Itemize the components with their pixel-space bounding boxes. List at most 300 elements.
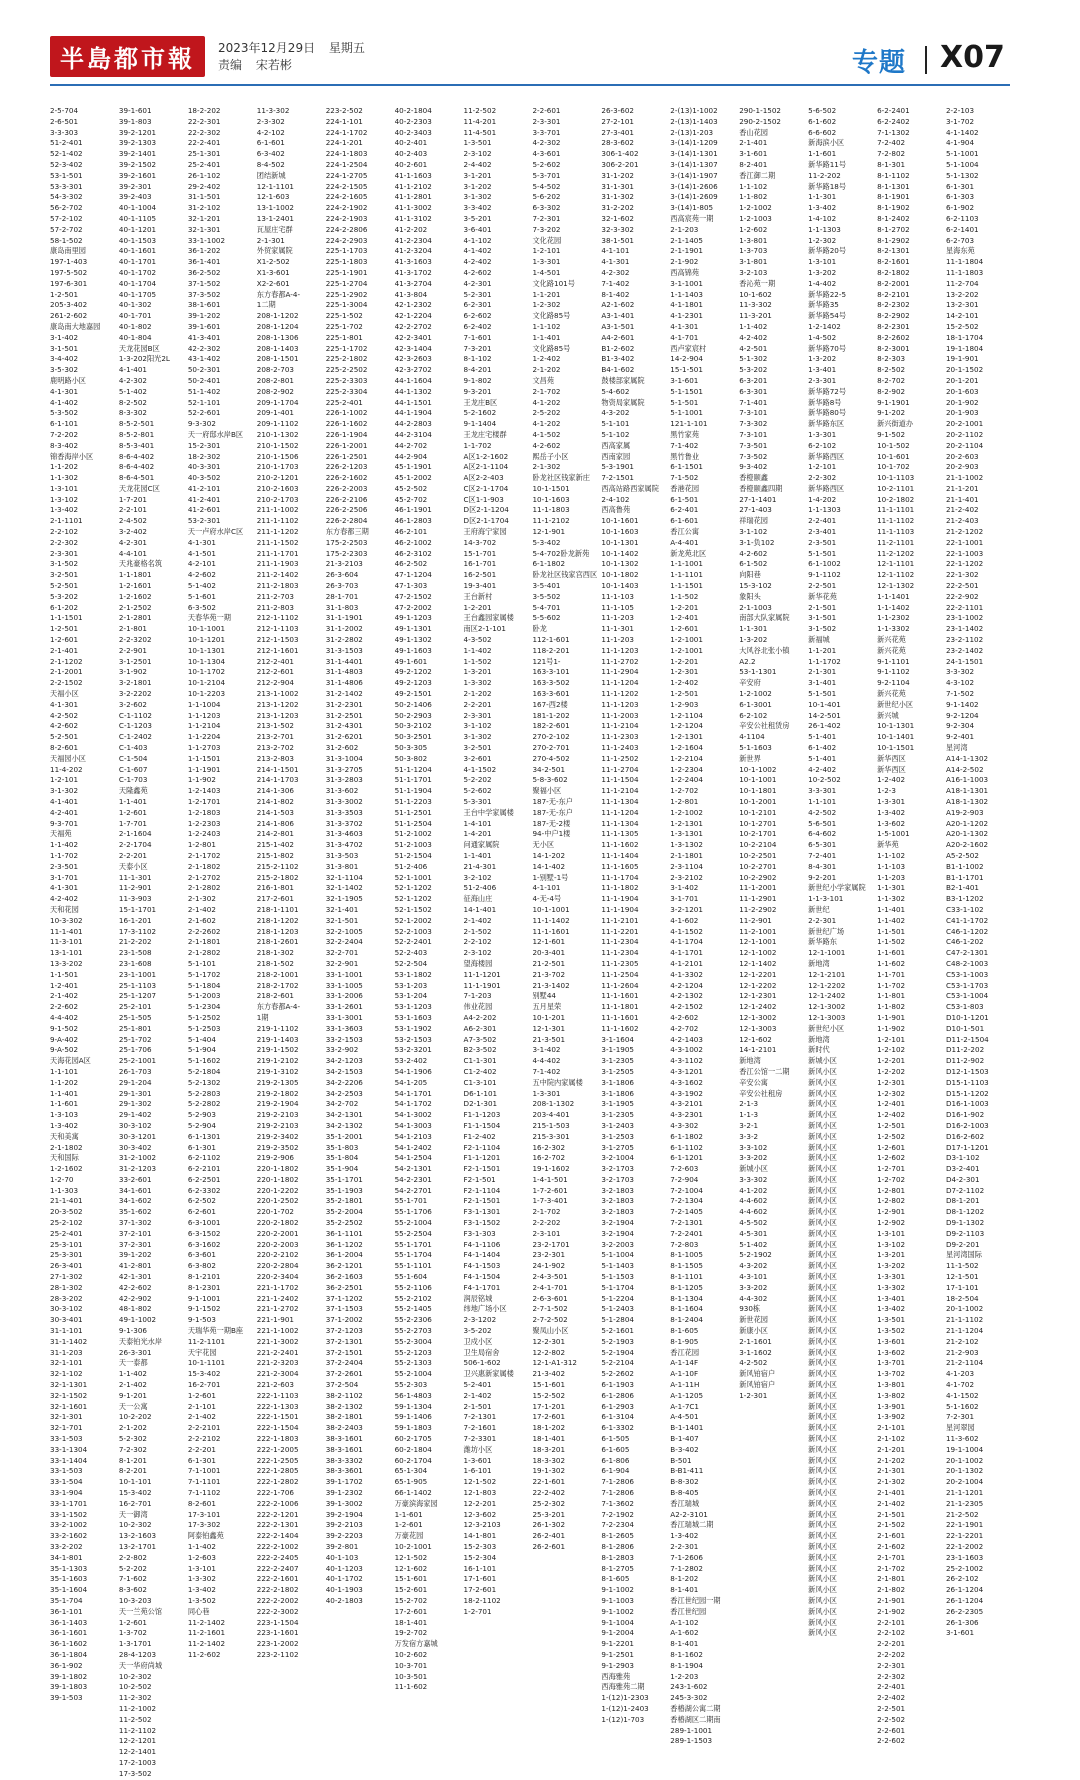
listing-entry: 39-1-2302 bbox=[325, 1488, 363, 1497]
listing-entry: 31-3-1004 bbox=[325, 753, 363, 763]
listing-entry: 2-2-102 bbox=[877, 1628, 906, 1638]
listing-entry: 243-1-602 bbox=[670, 1682, 708, 1692]
listing-entry: 211-1-1903 bbox=[256, 559, 299, 569]
listing-entry: 226-2-2003 bbox=[325, 483, 368, 493]
listing-entry: 245-3-302 bbox=[670, 1693, 708, 1703]
listing-entry: 44-2-3104 bbox=[394, 429, 432, 439]
page-number: X07 bbox=[940, 40, 1005, 75]
listing-entry: 163-3-502 bbox=[532, 678, 570, 688]
listing-entry: 33-1-3603 bbox=[325, 1023, 363, 1033]
listing-entry: D11-2-902 bbox=[945, 1056, 985, 1066]
listing-entry: 新兴花苑 bbox=[877, 689, 906, 699]
listing-entry: 3-3-2 bbox=[739, 1131, 759, 1141]
listing-entry: 17-2-601 bbox=[463, 1585, 497, 1595]
listing-entry: 4-5-301 bbox=[739, 1228, 768, 1238]
listing-entry: 36-2-502 bbox=[187, 267, 221, 277]
listing-entry: 55-2-1405 bbox=[394, 1304, 432, 1314]
listing-entry: 1-1-1501 bbox=[670, 581, 703, 591]
listing-entry: 35-1-804 bbox=[325, 1153, 359, 1163]
listing-entry: 黑竹家苑 bbox=[670, 429, 700, 439]
listing-entry: 32-2-2404 bbox=[325, 937, 363, 947]
listing-entry: 38-2-2403 bbox=[325, 1423, 363, 1433]
listing-entry: 团结新城 bbox=[256, 170, 286, 180]
listing-entry: 15-2-502 bbox=[532, 1390, 566, 1400]
listing-entry: 10-2-2501 bbox=[739, 850, 777, 860]
listing-entry: 8-2-3001 bbox=[877, 343, 910, 353]
listing-entry: 5-1-1702 bbox=[187, 969, 221, 979]
listing-entry: 8-1-402 bbox=[601, 289, 630, 299]
listing-entry: 222-1-1803 bbox=[256, 1434, 299, 1444]
listing-entry: 11-3-903 bbox=[118, 894, 152, 904]
listing-entry: 24-1-902 bbox=[532, 1261, 566, 1271]
listing-entry: 5-2-903 bbox=[187, 1110, 216, 1120]
listing-entry: 新风小区 bbox=[808, 1541, 837, 1551]
listing-entry: 11-1-2504 bbox=[601, 969, 639, 979]
listing-entry: A18-1-1302 bbox=[945, 797, 989, 806]
listing-entry: 2-1-301 bbox=[877, 1466, 906, 1476]
listing-entry: 211-1-1202 bbox=[256, 527, 299, 537]
listing-entry: 新华路70号 bbox=[808, 343, 847, 353]
listing-entry: 26-1-402 bbox=[808, 721, 841, 731]
listing-entry: A7-3-502 bbox=[463, 1034, 497, 1044]
listing-entry: 23-1-1001 bbox=[118, 969, 157, 979]
listing-entry: 6-1-2806 bbox=[601, 1390, 634, 1400]
listing-entry: 1-1-501 bbox=[877, 926, 906, 936]
listing-entry: 12-1-1001 bbox=[808, 948, 846, 958]
listing-entry: 31-2-1002 bbox=[118, 1153, 157, 1163]
listing-entry: 1-2-401 bbox=[50, 980, 79, 990]
listing-entry: 13-3-202 bbox=[50, 958, 83, 968]
listing-entry: 8-1-2404 bbox=[670, 1315, 703, 1325]
listing-entry: 6-2-301 bbox=[463, 300, 492, 310]
listing-entry: 19-2-702 bbox=[394, 1628, 428, 1638]
listing-entry: 3-3-701 bbox=[532, 127, 561, 137]
listing-entry: 226-2-2804 bbox=[325, 516, 368, 526]
listing-entry: 210-2-1703 bbox=[256, 494, 299, 504]
listing-entry: D15-1-1202 bbox=[945, 1088, 989, 1098]
listing-entry: 1-3-102 bbox=[50, 494, 79, 504]
listing-entry: 4-2-402 bbox=[808, 764, 837, 774]
listing-entry: 9-1-502 bbox=[50, 1023, 79, 1033]
listing-entry: 210-2-1603 bbox=[256, 483, 299, 493]
listing-entry: 2-4-3-501 bbox=[532, 1272, 568, 1282]
listing-entry: 51-1-1904 bbox=[394, 786, 432, 796]
listing-entry: 31-1-803 bbox=[325, 602, 359, 612]
listing-entry: 32-1-501 bbox=[325, 915, 359, 925]
listing-entry: 18-3-201 bbox=[532, 1444, 566, 1454]
listing-entry: 香江公馆一二期 bbox=[739, 1066, 790, 1076]
listing-entry: 7-1-2806 bbox=[601, 1477, 634, 1487]
listing-entry: 33-2-1002 bbox=[50, 1520, 88, 1530]
listing-entry: 8-1-1005 bbox=[670, 1250, 703, 1260]
listing-entry: 22-1-601 bbox=[532, 1477, 566, 1487]
listing-entry: 新华路22-5 bbox=[808, 289, 847, 299]
listing-entry: 3-1-1604 bbox=[601, 1034, 634, 1044]
listing-entry: 12-1-1302 bbox=[877, 581, 915, 591]
listing-entry: 221-2-3203 bbox=[256, 1358, 299, 1368]
listing-entry: 新风小区 bbox=[808, 1628, 837, 1638]
listing-entry: 32-2-1005 bbox=[325, 926, 363, 936]
listing-entry: 38-2-1302 bbox=[325, 1401, 363, 1411]
listing-entry: 8-2-2101 bbox=[877, 289, 910, 299]
listing-entry: 2-1-802 bbox=[877, 1585, 906, 1595]
listing-entry: A区1-2-1602 bbox=[463, 451, 509, 461]
listing-entry: 17-1-201 bbox=[532, 1401, 566, 1411]
listing-entry: 222-1-1303 bbox=[256, 1401, 299, 1411]
listing-entry: 14-2-501 bbox=[808, 710, 841, 720]
listing-entry: 163-3-101 bbox=[532, 667, 570, 677]
listing-entry: 3-3-402 bbox=[463, 203, 492, 213]
listing-entry: 224-2-1903 bbox=[325, 213, 368, 223]
listing-entry: 36-1-1602 bbox=[50, 1639, 88, 1649]
listing-entry: 2-1-1601 bbox=[739, 1336, 772, 1346]
listing-entry: 3-1-302 bbox=[50, 786, 79, 796]
listing-entry: 9-2-201 bbox=[808, 872, 837, 882]
listing-entry: 天春华苑一期 bbox=[187, 613, 231, 623]
listing-entry: 5-1-2502 bbox=[187, 1012, 221, 1022]
listing-entry: 44-1-1501 bbox=[394, 397, 432, 407]
listing-entry: 7-3-101 bbox=[739, 429, 768, 439]
listing-entry: 32-2-701 bbox=[325, 948, 359, 958]
listing-entry: 10-1-502 bbox=[877, 440, 910, 450]
listing-entry: 天一府邸水岸B区 bbox=[187, 429, 244, 439]
listing-entry: 65-1-905 bbox=[394, 1477, 428, 1487]
listing-entry: 8-2-2001 bbox=[877, 278, 910, 288]
listing-entry: 21-2-903 bbox=[945, 1347, 979, 1357]
listing-entry: 5-2-904 bbox=[187, 1120, 216, 1130]
listing-entry: 11-4-201 bbox=[463, 116, 497, 126]
listing-entry: 1-1-501 bbox=[50, 969, 79, 979]
listing-entry: 4-1-701 bbox=[670, 332, 699, 342]
listing-entry: 35-1-1701 bbox=[325, 1174, 363, 1184]
listing-entry: 7-3-502 bbox=[739, 451, 768, 461]
listing-entry: 41-1-2102 bbox=[394, 181, 432, 191]
listing-entry: 新风小区 bbox=[808, 1218, 837, 1228]
listing-entry: 10-1-1802 bbox=[601, 570, 639, 580]
listing-entry: 2-1-702 bbox=[532, 386, 561, 396]
listing-entry: D区2-1-1204 bbox=[463, 505, 509, 515]
listing-entry: 9-1-503 bbox=[187, 1315, 216, 1325]
listing-entry: 44-2-2803 bbox=[394, 419, 432, 429]
listing-entry: 西海雅苑 bbox=[601, 1671, 631, 1681]
listing-entry: 3-2-1801 bbox=[118, 678, 152, 688]
listing-entry: 17-3-101 bbox=[187, 1509, 221, 1519]
listing-entry: 8-1-2101 bbox=[187, 1272, 221, 1282]
listing-entry: 2-1-202 bbox=[532, 365, 561, 375]
listing-entry: 11-1-1801 bbox=[601, 1002, 639, 1012]
listing-entry: 211-1-1502 bbox=[256, 537, 299, 547]
listing-entry: D11-2-202 bbox=[945, 1045, 985, 1055]
listing-entry: 25-1-505 bbox=[118, 1012, 152, 1022]
listing-entry: 31-3-3503 bbox=[325, 807, 363, 817]
listing-entry: 2-1-201 bbox=[877, 1444, 906, 1454]
listing-entry: 28-1-701 bbox=[325, 591, 359, 601]
newspaper-logo: 半島都市報 bbox=[50, 36, 205, 77]
listing-entry: B1-1-1002 bbox=[945, 861, 984, 871]
listing-entry: 38-1-601 bbox=[187, 300, 221, 310]
listing-entry: 王台中学家属楼 bbox=[463, 807, 514, 817]
listing-entry: 2-1-402 bbox=[463, 915, 492, 925]
listing-entry: 41-3-1603 bbox=[394, 257, 432, 267]
listing-entry: 2-1-702 bbox=[532, 1207, 561, 1217]
listing-entry: 4-3-1002 bbox=[670, 1045, 703, 1055]
listing-entry: 211-2-803 bbox=[256, 602, 294, 612]
listing-entry: 51-2-1003 bbox=[394, 840, 432, 850]
listing-entry: 8-6-4-402 bbox=[118, 451, 155, 461]
listing-entry: 10-1-702 bbox=[877, 462, 910, 472]
listing-entry: 11-1-2001 bbox=[739, 883, 777, 893]
listing-entry: 37-1-302 bbox=[118, 1218, 152, 1228]
listing-entry: 5-2-2803 bbox=[187, 1088, 221, 1098]
listing-entry: 55-1-1704 bbox=[394, 1250, 432, 1260]
listing-entry: 2-1-402 bbox=[118, 1380, 147, 1390]
listing-entry: 46-2-502 bbox=[394, 559, 428, 569]
listing-entry: 1-1-502 bbox=[463, 656, 492, 666]
listing-entry: 222-1-2802 bbox=[256, 1477, 299, 1487]
listing-entry: 天福小区 bbox=[50, 689, 79, 699]
listing-entry: 新风小区 bbox=[808, 1304, 837, 1314]
listing-entry: C-1-2402 bbox=[118, 732, 152, 742]
listing-entry: 55-2-1203 bbox=[394, 1347, 432, 1357]
listing-entry: 32-1-102 bbox=[50, 1369, 83, 1379]
listing-entry: 40-1-701 bbox=[118, 311, 152, 321]
listing-entry: 5-2-1601 bbox=[601, 1326, 634, 1336]
listing-entry: 新康小区 bbox=[739, 1326, 768, 1336]
listing-entry: 1-1-402 bbox=[187, 1541, 216, 1551]
listing-entry: 1-1-1501 bbox=[50, 613, 83, 623]
listing-entry: 289-1-1503 bbox=[670, 1736, 713, 1746]
listing-entry: 11-2-1102 bbox=[118, 1725, 157, 1735]
listing-entry: 新风小区 bbox=[808, 1466, 837, 1476]
listing-entry: 37-2-1501 bbox=[325, 1347, 363, 1357]
listing-entry: C-1-403 bbox=[118, 743, 148, 753]
listing-entry: 49-1-601 bbox=[394, 656, 428, 666]
listing-entry: 10-1-2203 bbox=[187, 689, 226, 699]
listing-entry: 11-2-1402 bbox=[187, 1617, 226, 1627]
listing-entry: 5-1-101 bbox=[187, 958, 216, 968]
listing-entry: 15-1-601 bbox=[532, 1380, 566, 1390]
listing-entry: 1-2-801 bbox=[670, 797, 699, 806]
listing-entry: 新兴城 bbox=[877, 710, 899, 720]
listing-entry: 6-1-2903 bbox=[601, 1401, 634, 1411]
listing-entry: 6-2-2501 bbox=[187, 1174, 221, 1184]
listing-entry: 7-2-1501 bbox=[601, 473, 634, 483]
listing-entry: 41-1-1603 bbox=[394, 170, 432, 180]
listing-entry: 49-2-1203 bbox=[394, 678, 432, 688]
listing-entry: 10-1-1401 bbox=[877, 732, 915, 742]
listing-entry: 13-2-1701 bbox=[118, 1541, 157, 1551]
listing-entry: 2-2-802 bbox=[118, 1552, 147, 1562]
listing-entry: 25-1-706 bbox=[118, 1045, 152, 1055]
listing-entry: 37-2-1301 bbox=[325, 1336, 363, 1346]
listing-entry: 41-2-601 bbox=[187, 505, 221, 515]
listing-entry: 12-1-301 bbox=[532, 1023, 566, 1033]
listing-entry: 1-3-202 bbox=[877, 1261, 906, 1271]
listing-entry: 41-2-2304 bbox=[394, 235, 432, 245]
listing-entry: 8-1-1602 bbox=[670, 1649, 703, 1659]
listing-entry: 8-1-605 bbox=[601, 1574, 630, 1584]
listing-entry: 1-1-401 bbox=[463, 850, 492, 860]
listing-entry: 6-1-402 bbox=[808, 743, 837, 753]
listing-entry: 8-3-402 bbox=[50, 440, 79, 450]
listing-entry: 5-1-1001 bbox=[670, 408, 703, 418]
listing-entry: 11-4-202 bbox=[50, 764, 83, 774]
listing-entry: 3-2-601 bbox=[463, 753, 492, 763]
listing-entry: 209-1-1704 bbox=[256, 397, 299, 407]
listing-entry: 1-2-402 bbox=[877, 1110, 906, 1120]
listing-entry: D16-1-1003 bbox=[945, 1099, 989, 1109]
listing-entry: 5-1-501 bbox=[808, 689, 837, 699]
listing-entry: 225-1-702 bbox=[325, 321, 363, 331]
listing-entry: 32-1-401 bbox=[325, 904, 359, 914]
listing-entry: 219-2-3402 bbox=[256, 1131, 299, 1141]
listing-entry: 4-3-601 bbox=[532, 149, 561, 159]
listing-entry: 11-1-105 bbox=[601, 602, 634, 612]
listing-entry: 11-2-1002 bbox=[118, 1703, 157, 1713]
listing-entry: 21-2-501 bbox=[532, 958, 566, 968]
listing-entry: 1-1-401 bbox=[50, 1088, 79, 1098]
listing-entry: 6-1-904 bbox=[601, 1466, 630, 1476]
listing-entry: 224-2-1605 bbox=[325, 192, 368, 202]
listing-entry: 11-1-1904 bbox=[601, 894, 639, 904]
listing-entry: 30-3-401 bbox=[50, 1315, 83, 1325]
listing-entry: 11-2-901 bbox=[118, 883, 152, 893]
listing-entry: 2-1-202 bbox=[877, 1455, 906, 1465]
issue-date: 2023年12月29日 bbox=[218, 41, 316, 55]
listing-entry: 5-2-1904 bbox=[601, 1347, 634, 1357]
listing-entry: 49-1-1301 bbox=[394, 624, 432, 634]
listing-entry: 1-2-601 bbox=[877, 1142, 906, 1152]
listing-entry: 50-3-2501 bbox=[394, 732, 432, 742]
listing-column bbox=[463, 106, 528, 1616]
listing-entry: 40-1-1705 bbox=[118, 289, 157, 299]
listing-entry: 3-1-701 bbox=[670, 894, 699, 904]
listing-entry: 4-2-602 bbox=[50, 721, 79, 731]
listing-entry: 2-2-601 bbox=[532, 106, 561, 115]
listing-entry: 219-1-2102 bbox=[256, 1056, 299, 1066]
listing-entry: 7-1-2802 bbox=[670, 1563, 703, 1573]
listing-entry: 44-1-1604 bbox=[394, 375, 432, 385]
listing-entry: 11-1-1203 bbox=[601, 699, 639, 709]
listing-entry: 8-2-1601 bbox=[877, 257, 910, 267]
listing-entry: 225-1-3004 bbox=[325, 300, 368, 310]
listing-entry: 5-2-202 bbox=[118, 1563, 147, 1573]
listing-entry: 6-2-2402 bbox=[877, 116, 910, 126]
listing-entry: 12-1-2301 bbox=[739, 991, 777, 1001]
listing-entry: 3-2-1803 bbox=[601, 1196, 634, 1206]
listing-entry: 209-1-1102 bbox=[256, 419, 299, 429]
listing-column bbox=[50, 106, 114, 1703]
listing-entry: 49-1-1203 bbox=[394, 613, 432, 623]
listing-entry: 35-1-1604 bbox=[50, 1585, 88, 1595]
listing-entry: 新华西区 bbox=[877, 764, 906, 774]
listing-entry: 25-3-201 bbox=[532, 1509, 566, 1519]
listing-entry: 香江御二期 bbox=[739, 170, 776, 180]
listing-entry: 1-5-1001 bbox=[877, 829, 910, 839]
listing-entry: 219-2-906 bbox=[256, 1153, 294, 1163]
listing-entry: 1-3-502 bbox=[877, 1326, 906, 1336]
listing-entry: 26-3-703 bbox=[325, 581, 359, 591]
listing-entry: 5-3-1901 bbox=[601, 462, 634, 472]
listing-entry: 1-1-301 bbox=[808, 192, 837, 202]
listing-entry: 8-1-2301 bbox=[187, 1282, 221, 1292]
listing-entry: 33-1-1304 bbox=[50, 1444, 88, 1454]
listing-entry: 48-1-802 bbox=[118, 1304, 152, 1314]
listing-entry: 50-3-802 bbox=[394, 753, 428, 763]
listing-entry: 25-3-301 bbox=[50, 1250, 83, 1260]
listing-entry: 2-1-2502 bbox=[118, 602, 152, 612]
listing-entry: 6-3-301 bbox=[739, 386, 768, 396]
listing-entry: 34-2-501 bbox=[532, 764, 566, 774]
listing-entry: 8-5-3-401 bbox=[118, 440, 155, 450]
listing-entry: 4-1-401 bbox=[50, 797, 79, 806]
listing-entry: 1-2-1104 bbox=[670, 710, 703, 720]
listing-entry: 225-1-2704 bbox=[325, 278, 368, 288]
listing-entry: 新风小区 bbox=[808, 1228, 837, 1238]
listing-entry: 南区2-1-101 bbox=[463, 624, 506, 634]
listing-entry: 卧龙社区钱家新庄 bbox=[532, 473, 590, 483]
listing-entry: 新兴花苑 bbox=[877, 645, 906, 655]
listing-entry: 20-2-1004 bbox=[945, 1477, 984, 1487]
listing-entry: 2-1-202 bbox=[463, 689, 492, 699]
listing-entry: 1-3-902 bbox=[877, 1412, 906, 1422]
listing-entry: 16-2-702 bbox=[532, 1153, 566, 1163]
listing-entry: 征海山庄 bbox=[463, 894, 493, 904]
listing-entry: 4-2-402 bbox=[50, 894, 79, 904]
listing-entry: 4-2-301 bbox=[118, 537, 147, 547]
listing-entry: 5-1-1603 bbox=[739, 743, 772, 753]
listing-entry: 1-2-3 bbox=[877, 786, 896, 796]
listing-entry: 1-1-601 bbox=[877, 948, 906, 958]
listing-entry: 221-1-3002 bbox=[256, 1336, 299, 1346]
listing-entry: 220-1-1802 bbox=[256, 1164, 299, 1174]
listing-entry: 36-1-1403 bbox=[50, 1617, 88, 1627]
listing-entry: 10-1-1301 bbox=[877, 721, 915, 731]
listing-entry: 23-1-1603 bbox=[945, 1552, 984, 1562]
listing-entry: D2-1-301 bbox=[463, 1099, 498, 1109]
listing-entry: 4-2-702 bbox=[670, 1023, 699, 1033]
listing-entry: 1-3-402 bbox=[877, 1304, 906, 1314]
listing-entry: 5-1-1004 bbox=[601, 1250, 634, 1260]
listing-entry: 1-2-601 bbox=[50, 635, 79, 645]
listing-entry: 文化路85号 bbox=[532, 343, 571, 353]
listing-entry: 11-1-203 bbox=[601, 635, 634, 645]
listing-entry: C47-2-1301 bbox=[945, 948, 989, 958]
listing-entry: 19-3-401 bbox=[463, 581, 497, 591]
listing-entry: 10-2-302 bbox=[118, 1671, 152, 1681]
listing-entry: 康岛南里园 bbox=[50, 246, 86, 256]
listing-entry: 225-2-2502 bbox=[325, 365, 368, 375]
listing-entry: 西高宸苑一期 bbox=[670, 213, 714, 223]
listing-entry: 6-1-1201 bbox=[670, 1153, 703, 1163]
listing-entry: 18-2-202 bbox=[187, 106, 221, 115]
listing-entry: 黑竹鲁业 bbox=[670, 451, 700, 461]
listing-entry: A-1-14F bbox=[670, 1358, 699, 1368]
listing-entry: 54-2-2301 bbox=[394, 1174, 432, 1184]
listing-entry: 33-1-503 bbox=[50, 1434, 83, 1444]
listing-entry: 219-1-1403 bbox=[256, 1034, 299, 1044]
listing-entry: 2-6-3-601 bbox=[532, 1293, 568, 1303]
listing-entry: 外贸家属院 bbox=[256, 246, 293, 256]
listing-entry: 文化路101号 bbox=[532, 278, 575, 288]
listing-entry: 20-2-1001 bbox=[945, 419, 984, 429]
listing-entry: 197-5-502 bbox=[50, 267, 88, 277]
listing-entry: 1-3-602 bbox=[877, 1347, 906, 1357]
listing-entry: 225-2-401 bbox=[325, 397, 363, 407]
listing-entry: 40-1-103 bbox=[325, 1552, 359, 1562]
listing-entry: 10-1-1402 bbox=[601, 548, 639, 558]
listing-entry: 8-2-1802 bbox=[877, 267, 910, 277]
